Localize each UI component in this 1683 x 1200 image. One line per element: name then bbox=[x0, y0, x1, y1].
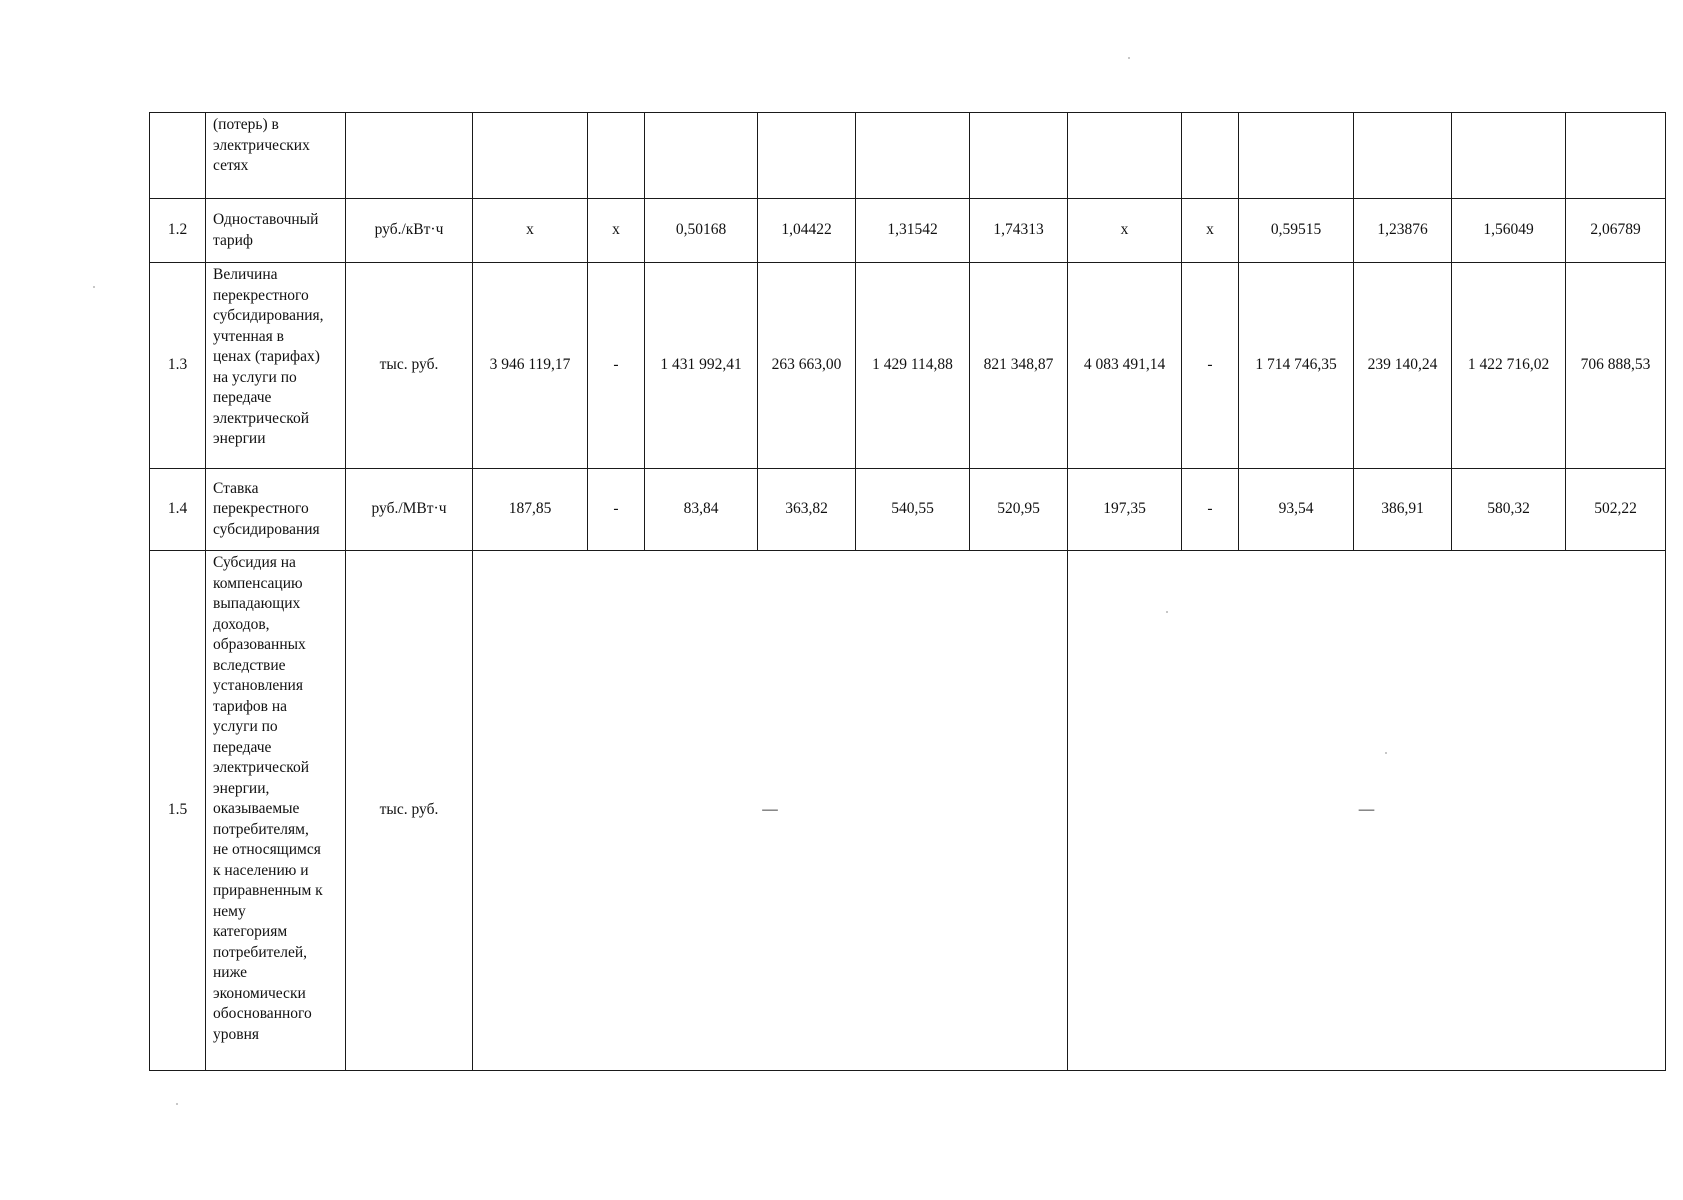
table-row bbox=[150, 199, 1666, 263]
merged-value-cell bbox=[473, 551, 1068, 1071]
value-cell: 83,84 bbox=[645, 469, 758, 551]
value-cell bbox=[645, 113, 758, 199]
row-name: (потерь) в электрических сетях bbox=[206, 113, 346, 199]
value-cell: 239 140,24 bbox=[1354, 263, 1452, 469]
row-name: Субсидия на компенсацию выпадающих доходов, образованных вследствие установления тарифов на услуги по передаче электрической энергии, оказываемые потребителям, не относящимся к населению и приравненным к нему категориям потребителей, ниже экономически обоснованного уровня bbox=[206, 551, 346, 1071]
row-name: Величина перекрестного субсидирования, учтенная в ценах (тарифах) на услуги по передаче электрической энергии bbox=[206, 263, 346, 469]
value-cell: - bbox=[588, 469, 645, 551]
value-cell: 197,35 bbox=[1068, 469, 1182, 551]
value-cell: 4 083 491,14 bbox=[1068, 263, 1182, 469]
value-cell: 263 663,00 bbox=[758, 263, 856, 469]
value-cell bbox=[1354, 113, 1452, 199]
value-cell: - bbox=[588, 263, 645, 469]
value-cell: 1 431 992,41 bbox=[645, 263, 758, 469]
value-cell: 580,32 bbox=[1452, 469, 1566, 551]
value-cell: 1,74313 bbox=[970, 199, 1068, 263]
value-cell: 2,06789 bbox=[1566, 199, 1666, 263]
row-number: 1.2 bbox=[150, 199, 206, 263]
row-number: 1.4 bbox=[150, 469, 206, 551]
value-cell bbox=[1182, 113, 1239, 199]
row-unit bbox=[346, 113, 473, 199]
value-cell: 1,56049 bbox=[1452, 199, 1566, 263]
value-cell bbox=[588, 113, 645, 199]
value-cell bbox=[1068, 113, 1182, 199]
value-cell bbox=[970, 113, 1068, 199]
value-cell: 1 714 746,35 bbox=[1239, 263, 1354, 469]
value-cell: 93,54 bbox=[1239, 469, 1354, 551]
value-cell: 1,23876 bbox=[1354, 199, 1452, 263]
row-number: 1.3 bbox=[150, 263, 206, 469]
table-row bbox=[150, 113, 1666, 199]
value-cell: - bbox=[1182, 469, 1239, 551]
value-cell: 386,91 bbox=[1354, 469, 1452, 551]
row-number bbox=[150, 113, 206, 199]
value-cell bbox=[856, 113, 970, 199]
value-cell: 1 422 716,02 bbox=[1452, 263, 1566, 469]
value-cell: 1,04422 bbox=[758, 199, 856, 263]
table-row bbox=[150, 551, 1666, 1071]
scan-speck bbox=[1128, 57, 1130, 59]
row-number: 1.5 bbox=[150, 551, 206, 1071]
tariff-table bbox=[149, 112, 1666, 1071]
row-unit: руб./МВт·ч bbox=[346, 469, 473, 551]
table-row bbox=[150, 263, 1666, 469]
value-cell bbox=[1239, 113, 1354, 199]
value-cell: х bbox=[1182, 199, 1239, 263]
table-row bbox=[150, 469, 1666, 551]
document-page bbox=[149, 112, 1666, 1071]
value-cell bbox=[1452, 113, 1566, 199]
value-cell: 520,95 bbox=[970, 469, 1068, 551]
merged-value-cell bbox=[1068, 551, 1666, 1071]
value-cell: 1 429 114,88 bbox=[856, 263, 970, 469]
value-cell bbox=[1566, 113, 1666, 199]
value-cell: 0,59515 bbox=[1239, 199, 1354, 263]
row-unit: тыс. руб. bbox=[346, 551, 473, 1071]
row-name: Ставка перекрестного субсидирования bbox=[206, 469, 346, 551]
value-cell: х bbox=[588, 199, 645, 263]
value-cell bbox=[758, 113, 856, 199]
value-cell: 821 348,87 bbox=[970, 263, 1068, 469]
value-cell: 706 888,53 bbox=[1566, 263, 1666, 469]
row-unit: руб./кВт·ч bbox=[346, 199, 473, 263]
value-cell: 187,85 bbox=[473, 469, 588, 551]
value-cell: 3 946 119,17 bbox=[473, 263, 588, 469]
value-cell: 0,50168 bbox=[645, 199, 758, 263]
value-cell: - bbox=[1182, 263, 1239, 469]
row-name: Одноставочный тариф bbox=[206, 199, 346, 263]
value-cell: 540,55 bbox=[856, 469, 970, 551]
value-cell: 363,82 bbox=[758, 469, 856, 551]
dash-mark: — bbox=[762, 801, 778, 819]
value-cell: х bbox=[1068, 199, 1182, 263]
row-unit: тыс. руб. bbox=[346, 263, 473, 469]
value-cell: х bbox=[473, 199, 588, 263]
value-cell bbox=[473, 113, 588, 199]
scan-speck bbox=[176, 1103, 178, 1105]
value-cell: 502,22 bbox=[1566, 469, 1666, 551]
value-cell: 1,31542 bbox=[856, 199, 970, 263]
dash-mark: — bbox=[1358, 801, 1375, 819]
scan-speck bbox=[93, 286, 95, 288]
